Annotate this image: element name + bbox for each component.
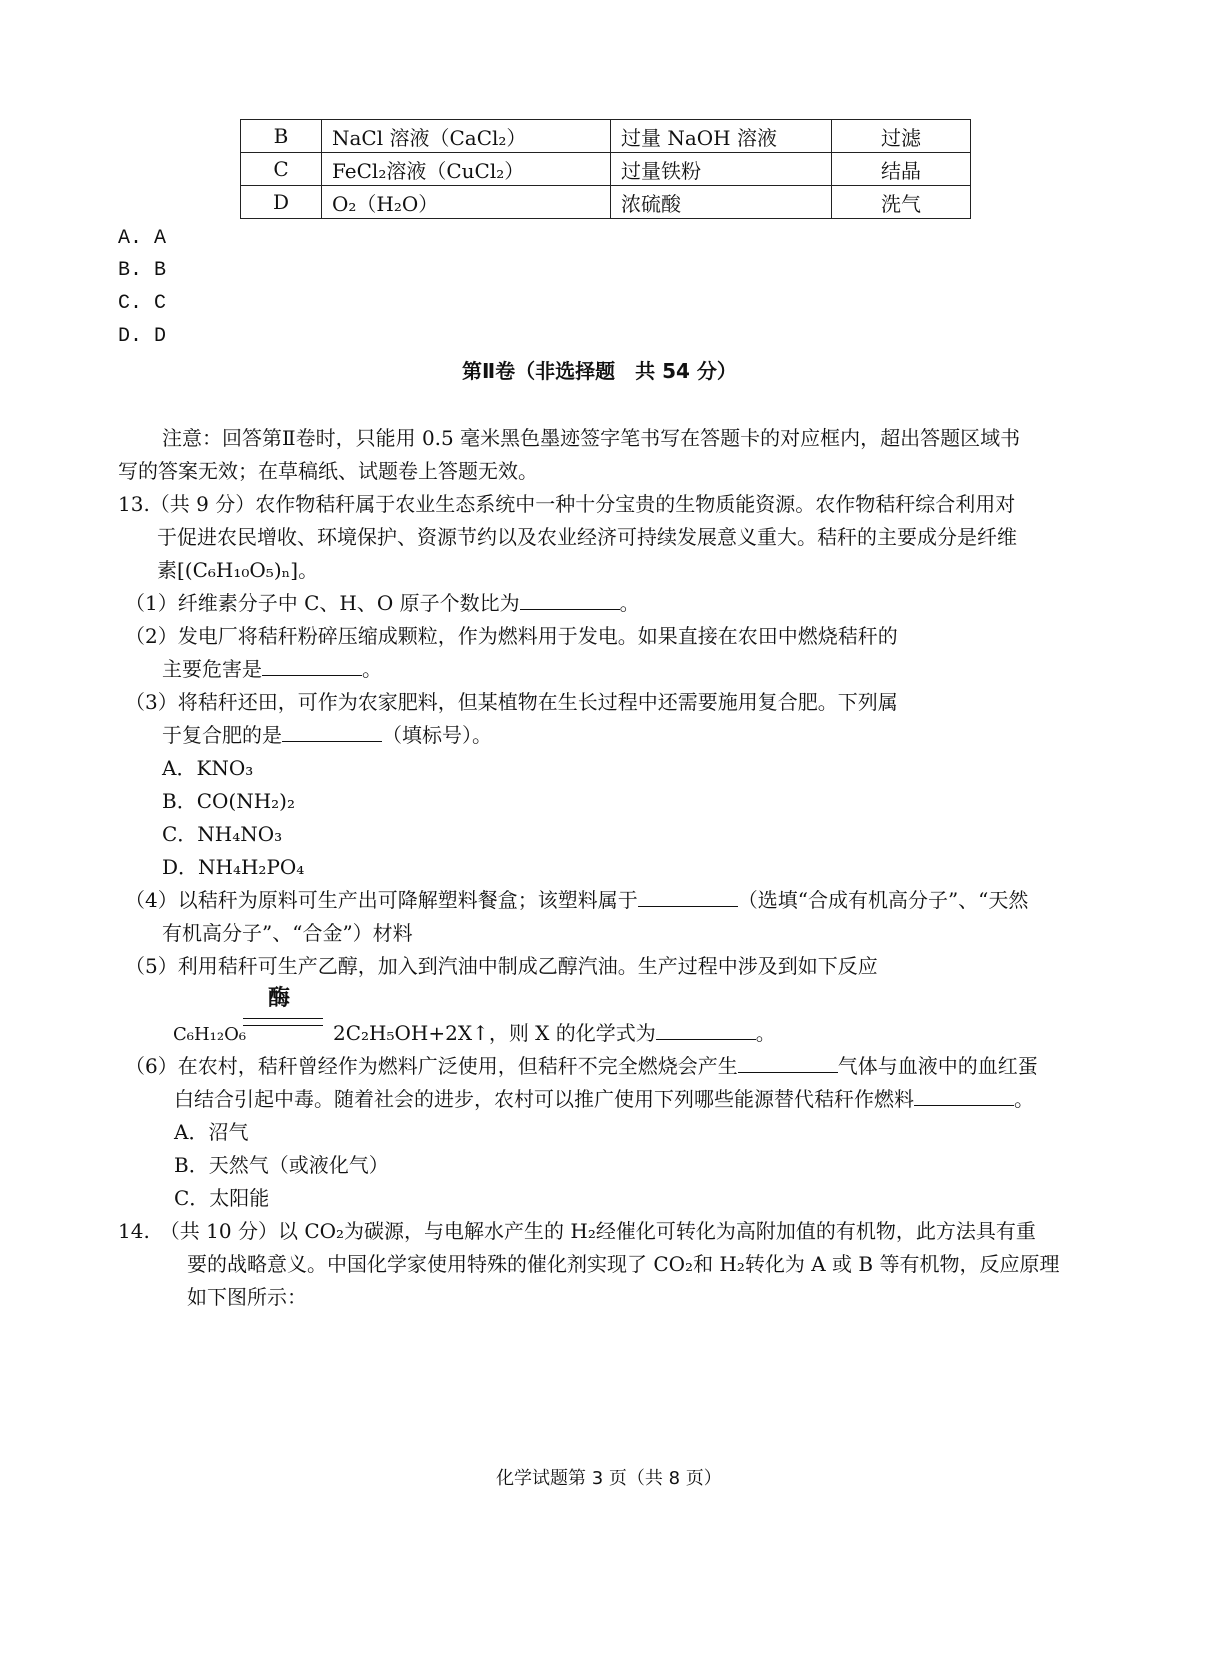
q13-part6-cont: 气体与血液中的血红蛋 <box>837 1054 1038 1078</box>
answer-blank[interactable] <box>262 655 362 676</box>
choice-c: C. C <box>118 292 167 315</box>
reaction-condition: 酶 <box>268 986 291 1011</box>
reaction-reactant: C₆H₁₂O₆ <box>173 1024 247 1045</box>
q13-part4-end: （选填“合成有机高分子”、“天然 <box>737 888 1029 912</box>
q13-part3-option: B．CO(NH₂)₂ <box>162 789 295 813</box>
q13-intro-line: 素[(C₆H₁₀O₅)ₙ]。 <box>157 558 319 582</box>
q13-part3 <box>162 721 492 749</box>
table-cell: 过量铁粉 <box>611 153 832 186</box>
table-cell: 洗气 <box>832 186 971 219</box>
table-cell: 浓硫酸 <box>611 186 832 219</box>
q13-part2 <box>162 655 382 683</box>
q13-part5 <box>333 1019 776 1047</box>
q14-line: 如下图所示： <box>187 1285 307 1309</box>
q13-part2-text: 主要危害是 <box>162 657 262 681</box>
q13-part3-line: （3）将秸秆还田，可作为农家肥料，但某植物在生长过程中还需要施用复合肥。下列属 <box>125 690 898 714</box>
q14-line: 要的战略意义。中国化学家使用特殊的催化剂实现了 CO₂和 H₂转化为 A 或 B 等有机物，反应原理 <box>187 1252 1060 1276</box>
q13-part3-option: A．KNO₃ <box>162 756 254 780</box>
q13-part6-text2: 白结合引起中毒。随着社会的进步，农村可以推广使用下列哪些能源替代秸秆作燃料 <box>174 1087 914 1111</box>
table-cell: D <box>241 186 322 219</box>
table-cell: C <box>241 153 322 186</box>
q13-part3-text: 于复合肥的是 <box>162 723 282 747</box>
q13-part1-end: 。 <box>619 591 640 615</box>
q13-part6-line2 <box>174 1085 1034 1113</box>
q13-intro-line: 13.（共 9 分）农作物秸秆属于农业生态系统中一种十分宝贵的生物质能资源。农作物秸秆综合利用对 <box>118 492 1016 516</box>
q13-part6 <box>125 1052 1038 1080</box>
notice-line: 注意：回答第Ⅱ卷时，只能用 0.5 毫米黑色墨迹签字笔书写在答题卡的对应框内，超出答题区域书 <box>162 426 1021 450</box>
answer-blank[interactable] <box>638 886 738 907</box>
table-cell: O₂（H₂O） <box>322 186 611 219</box>
q13-part5-end: 。 <box>755 1021 776 1045</box>
choice-d: D. D <box>118 325 167 348</box>
q13-part6-option: A．沼气 <box>174 1120 249 1144</box>
answer-blank[interactable] <box>738 1052 838 1073</box>
reaction-products: 2C₂H₅OH+2X↑，则 X 的化学式为 <box>333 1021 656 1045</box>
q13-part3-end: （填标号）。 <box>382 723 492 747</box>
q13-part2-line: （2）发电厂将秸秆粉碎压缩成颗粒，作为燃料用于发电。如果直接在农田中燃烧秸秆的 <box>125 624 898 648</box>
answer-blank[interactable] <box>520 589 620 610</box>
table-cell: FeCl₂溶液（CuCl₂） <box>322 153 611 186</box>
answer-blank[interactable] <box>656 1019 756 1040</box>
section-title: 第Ⅱ卷（非选择题 共 54 分） <box>462 359 737 383</box>
answer-blank[interactable] <box>914 1085 1014 1106</box>
q13-intro-line: 于促进农民增收、环境保护、资源节约以及农业经济可持续发展意义重大。秸秆的主要成分是纤维 <box>157 525 1017 549</box>
q13-part6-option: B．天然气（或液化气） <box>174 1153 389 1177</box>
q13-part4 <box>125 886 1028 914</box>
q13-part1 <box>125 589 640 617</box>
page-footer: 化学试题第 3 页（共 8 页） <box>496 1468 722 1489</box>
reaction-equals-line <box>243 1018 323 1019</box>
q13-part4-line: 有机高分子”、“合金”）材料 <box>162 921 413 945</box>
options-table <box>240 119 971 219</box>
table-cell: 过量 NaOH 溶液 <box>611 120 832 153</box>
q13-part6-option: C．太阳能 <box>174 1186 270 1210</box>
q13-part3-option: D．NH₄H₂PO₄ <box>162 855 305 879</box>
q13-part4-text: （4）以秸秆为原料可生产出可降解塑料餐盒；该塑料属于 <box>125 888 638 912</box>
table-cell: B <box>241 120 322 153</box>
table-row <box>241 186 971 219</box>
table-row <box>241 120 971 153</box>
table-cell: NaCl 溶液（CaCl₂） <box>322 120 611 153</box>
q13-part3-option: C．NH₄NO₃ <box>162 822 283 846</box>
q13-part6-text: （6）在农村，秸秆曾经作为燃料广泛使用，但秸秆不完全燃烧会产生 <box>125 1054 738 1078</box>
q13-part1-text: （1）纤维素分子中 C、H、O 原子个数比为 <box>125 591 520 615</box>
q14-line: 14. （共 10 分）以 CO₂为碳源，与电解水产生的 H₂经催化可转化为高附加值的有机物，此方法具有重 <box>118 1219 1036 1243</box>
choice-b: B. B <box>118 259 167 282</box>
table-cell: 过滤 <box>832 120 971 153</box>
q13-part6-end: 。 <box>1014 1087 1034 1111</box>
reaction-equals-line <box>243 1025 323 1026</box>
q13-part2-end: 。 <box>362 657 382 681</box>
q13-part5-line: （5）利用秸秆可生产乙醇，加入到汽油中制成乙醇汽油。生产过程中涉及到如下反应 <box>125 954 878 978</box>
notice-line: 写的答案无效；在草稿纸、试题卷上答题无效。 <box>118 459 538 483</box>
choice-a: A. A <box>118 227 167 250</box>
table-row <box>241 153 971 186</box>
answer-blank[interactable] <box>282 721 382 742</box>
table-cell: 结晶 <box>832 153 971 186</box>
